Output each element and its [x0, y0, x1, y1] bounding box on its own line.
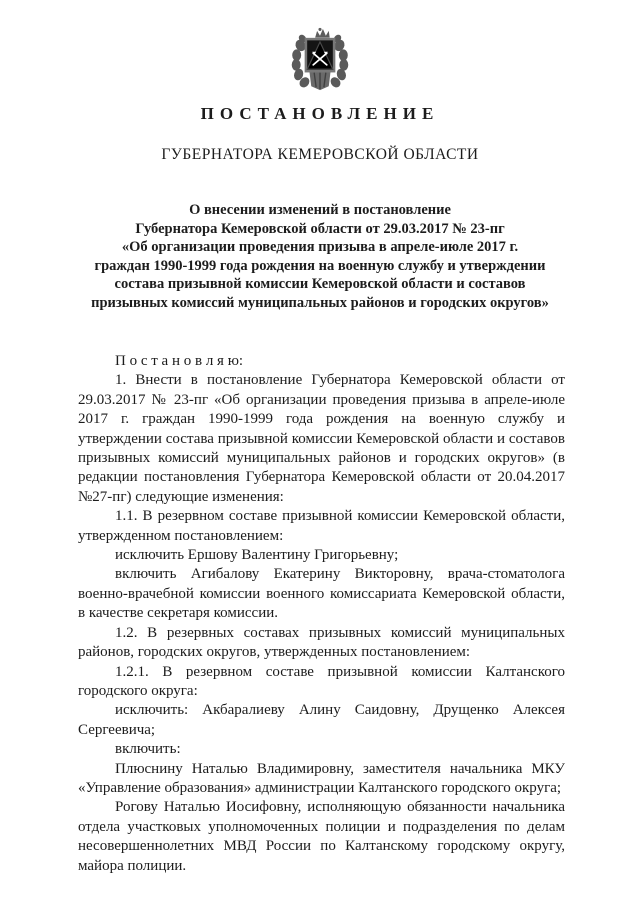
- document-type-title: ПОСТАНОВЛЕНИЕ: [200, 104, 440, 123]
- body-paragraph: Плюснину Наталью Владимировну, заместителя начальника МКУ «Управление образования» администрации Калтанского городского округа;: [78, 760, 565, 796]
- heading-line: Губернатора Кемеровской области от 29.03.2017 № 23-пг: [135, 220, 505, 237]
- heading-line: «Об организации проведения призыва в апреле-июле 2017 г.: [121, 239, 519, 256]
- body-paragraph: 1.2.1. В резервном составе призывной комиссии Калтанского городского округа:: [78, 663, 565, 699]
- heading-line: О внесении изменений в постановление: [189, 202, 451, 218]
- body-paragraph: включить:: [115, 741, 181, 758]
- document-heading: [80, 201, 560, 313]
- body-paragraph: включить Агибалову Екатерину Викторовну, врача-стоматолога военно-врачебной комиссии военного комиссариата Кемеровской области, в качестве секретаря комиссии.: [78, 566, 565, 622]
- heading-line: призывных комиссий муниципальных районов и городских округов»: [91, 294, 549, 311]
- kemerovo-coat-of-arms: [0, 26, 640, 94]
- document-body: [78, 352, 565, 876]
- issuing-authority: ГУБЕРНАТОРА КЕМЕРОВСКОЙ ОБЛАСТИ: [161, 146, 479, 163]
- body-paragraph: исключить Ершову Валентину Григорьевну;: [115, 547, 399, 564]
- body-paragraph: 1. Внести в постановление Губернатора Кемеровской области от 29.03.2017 № 23-пг «Об организации проведения призыва в апреле-июле 2017 г. граждан 1990-1999 года рождения на военную службу и утверждении состава призывной комиссии Кемеровской области и составов призывных комиссий муниципальных районов и городских округов» (в редакции постановления Губернатора Кемеровской области от 20.04.2017 №27-пг) следующие изменения:: [78, 372, 565, 505]
- body-paragraph: исключить: Акбаралиеву Алину Саидовну, Друщенко Алексея Сергеевича;: [78, 702, 565, 738]
- coat-of-arms-icon: [286, 26, 354, 94]
- body-paragraph: 1.1. В резервном составе призывной комиссии Кемеровской области, утвержденном постановлением:: [78, 508, 565, 544]
- body-paragraph: П о с т а н о в л я ю:: [115, 353, 244, 369]
- body-paragraph: Рогову Наталью Иосифовну, исполняющую обязанности начальника отдела участковых уполномоченных полиции и подразделения по делам несовершеннолетних МВД России по Калтанскому городскому округу, майора полиции.: [78, 799, 565, 874]
- body-paragraph: 1.2. В резервных составах призывных комиссий муниципальных районов, городских округов, утвержденных постановлением:: [78, 624, 565, 661]
- heading-line: граждан 1990-1999 года рождения на военную службу и утверждении: [94, 257, 546, 274]
- heading-line: состава призывной комиссии Кемеровской области и составов: [114, 276, 526, 293]
